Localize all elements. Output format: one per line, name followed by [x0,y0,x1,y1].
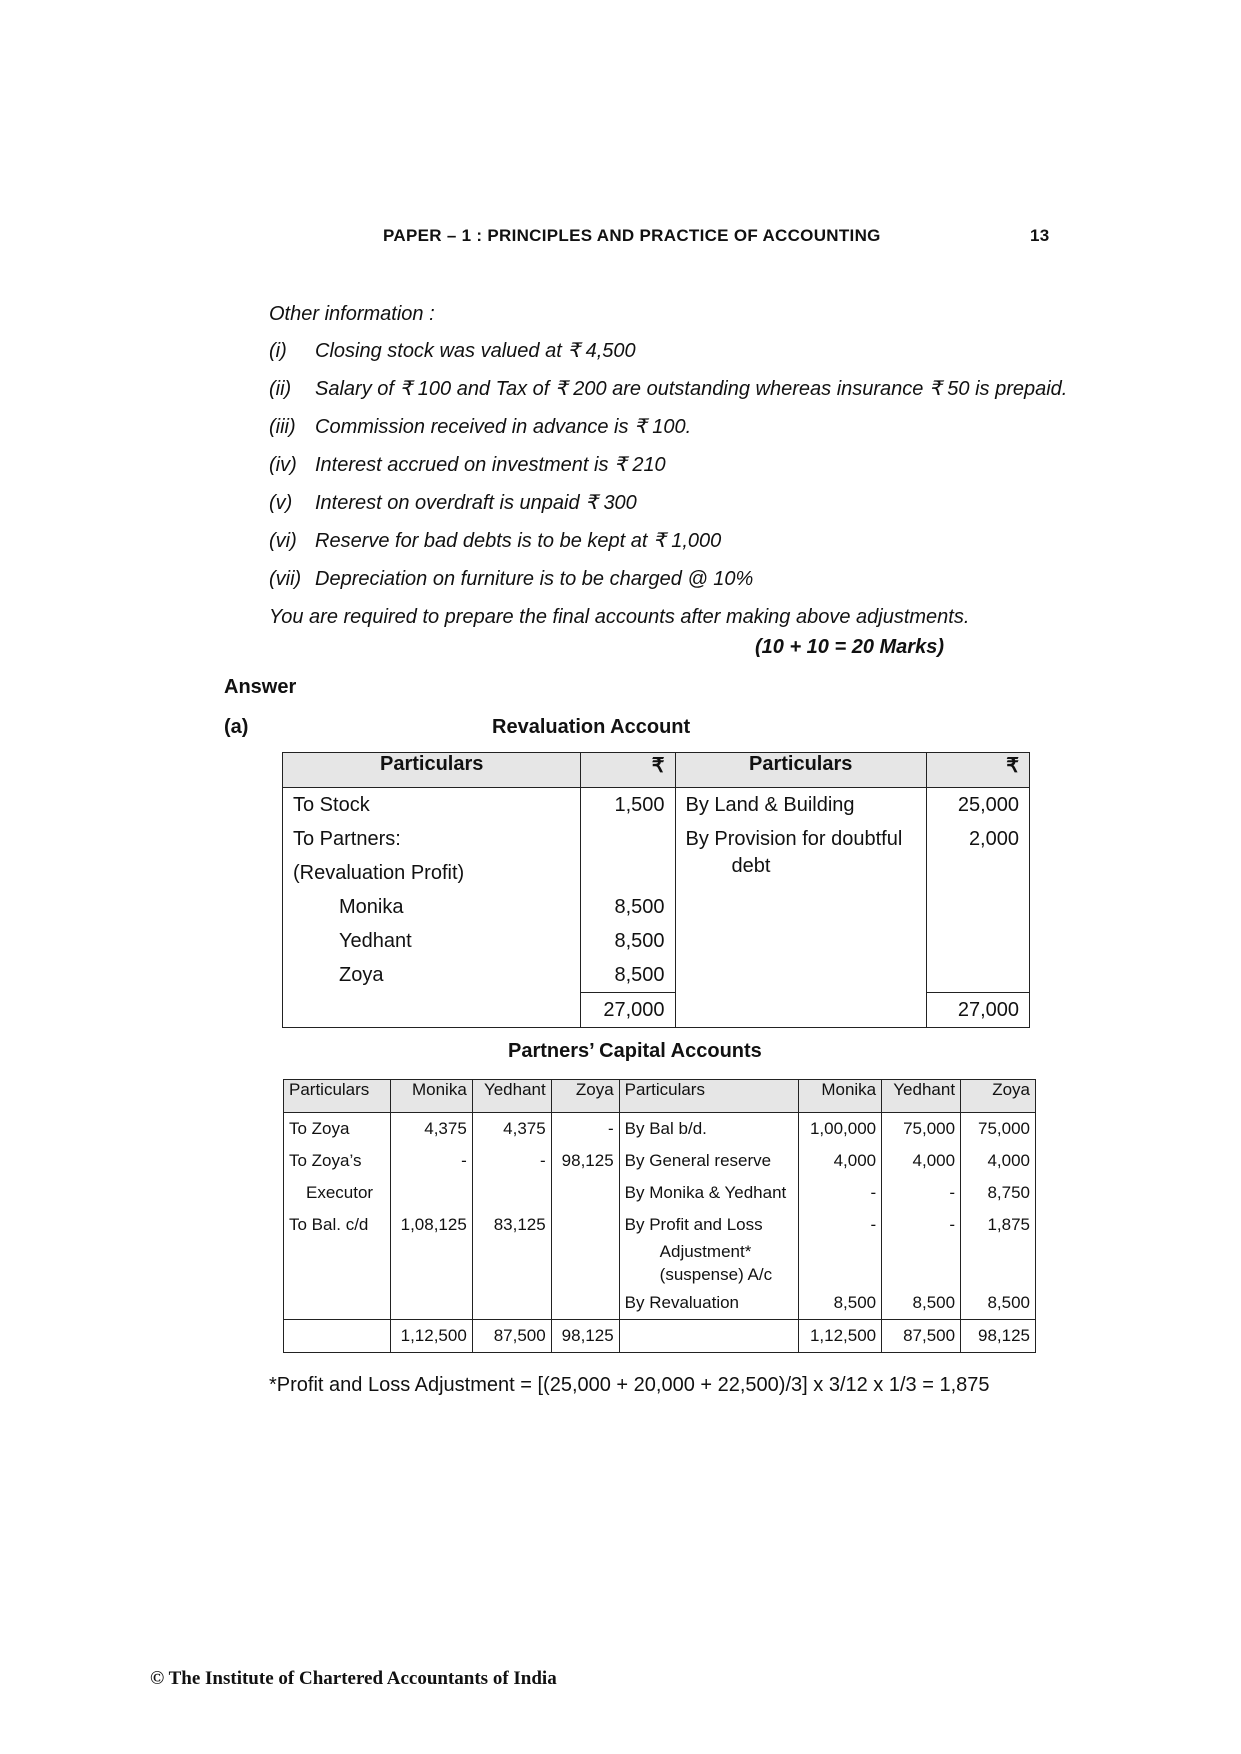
info-item: (vii) Depreciation on furniture is to be charged @ 10% [269,568,754,590]
table-row: To Bal. c/d 1,08,125 83,125 By Profit and Loss - - 1,875 [284,1209,1036,1241]
total-cr: 27,000 [926,993,1029,1028]
col-amount-dr: ₹ [581,753,675,788]
table-row: Yedhant 8,500 [283,924,1030,958]
footnote: *Profit and Loss Adjustment = [(25,000 + 20,000 + 22,500)/3] x 3/12 x 1/3 = 1,875 [269,1374,990,1396]
table-total-row: 1,12,500 87,500 98,125 1,12,500 87,500 98,125 [284,1320,1036,1353]
other-info-list [269,332,1067,636]
page-number: 13 [1030,226,1050,245]
info-item: (v) Interest on overdraft is unpaid ₹ 300 [269,492,637,514]
table-row: Executor By Monika & Yedhant - - 8,750 [284,1177,1036,1209]
answer-heading: Answer [224,676,297,698]
capital-table [283,1079,1036,1353]
table-header-row [283,753,1030,788]
table-row: (suspense) A/c [284,1263,1036,1287]
info-item: (ii) Salary of ₹ 100 and Tax of ₹ 200 are outstanding whereas insurance ₹ 50 is prepaid. [269,378,1068,400]
table-row: To Zoya 4,375 4,375 - By Bal b/d. 1,00,000 75,000 75,000 [284,1113,1036,1146]
capital-title: Partners’ Capital Accounts [508,1040,762,1062]
info-item: (vi) Reserve for bad debts is to be kept at ₹ 1,000 [269,530,722,552]
table-row: (Revaluation Profit) debt [283,856,1030,890]
revaluation-table [282,752,1030,1028]
page-header-title: PAPER – 1 : PRINCIPLES AND PRACTICE OF ACCOUNTING [383,226,881,245]
table-row: Monika 8,500 [283,890,1030,924]
table-total-row [283,993,1030,1028]
table-row: To Stock 1,500 By Land & Building 25,000 [283,788,1030,823]
revaluation-title: Revaluation Account [492,716,691,738]
instruction: You are required to prepare the final accounts after making above adjustments. [269,606,970,628]
answer-part: (a) [224,716,249,738]
table-row: Zoya 8,500 [283,958,1030,993]
info-item: (i) Closing stock was valued at ₹ 4,500 [269,340,636,362]
table-row: To Zoya’s - - 98,125 By General reserve 4,000 4,000 4,000 [284,1145,1036,1177]
marks: (10 + 10 = 20 Marks) [754,636,944,658]
footer-copyright: © The Institute of Chartered Accountants of India [150,1668,557,1689]
col-particulars-cr: Particulars [675,753,926,788]
col-particulars-dr: Particulars [283,753,581,788]
info-item: (iv) Interest accrued on investment is ₹ 210 [269,454,666,476]
total-dr: 27,000 [581,993,675,1028]
table-row: To Partners: By Provision for doubtful 2,000 [283,822,1030,856]
info-item: (iii) Commission received in advance is ₹ 100. [269,416,692,438]
other-info-heading: Other information : [269,303,435,325]
table-row: Adjustment* [284,1241,1036,1263]
table-header-row: Particulars Monika Yedhant Zoya Particulars Monika Yedhant Zoya [284,1080,1036,1113]
col-amount-cr: ₹ [926,753,1029,788]
table-row: By Revaluation 8,500 8,500 8,500 [284,1287,1036,1320]
